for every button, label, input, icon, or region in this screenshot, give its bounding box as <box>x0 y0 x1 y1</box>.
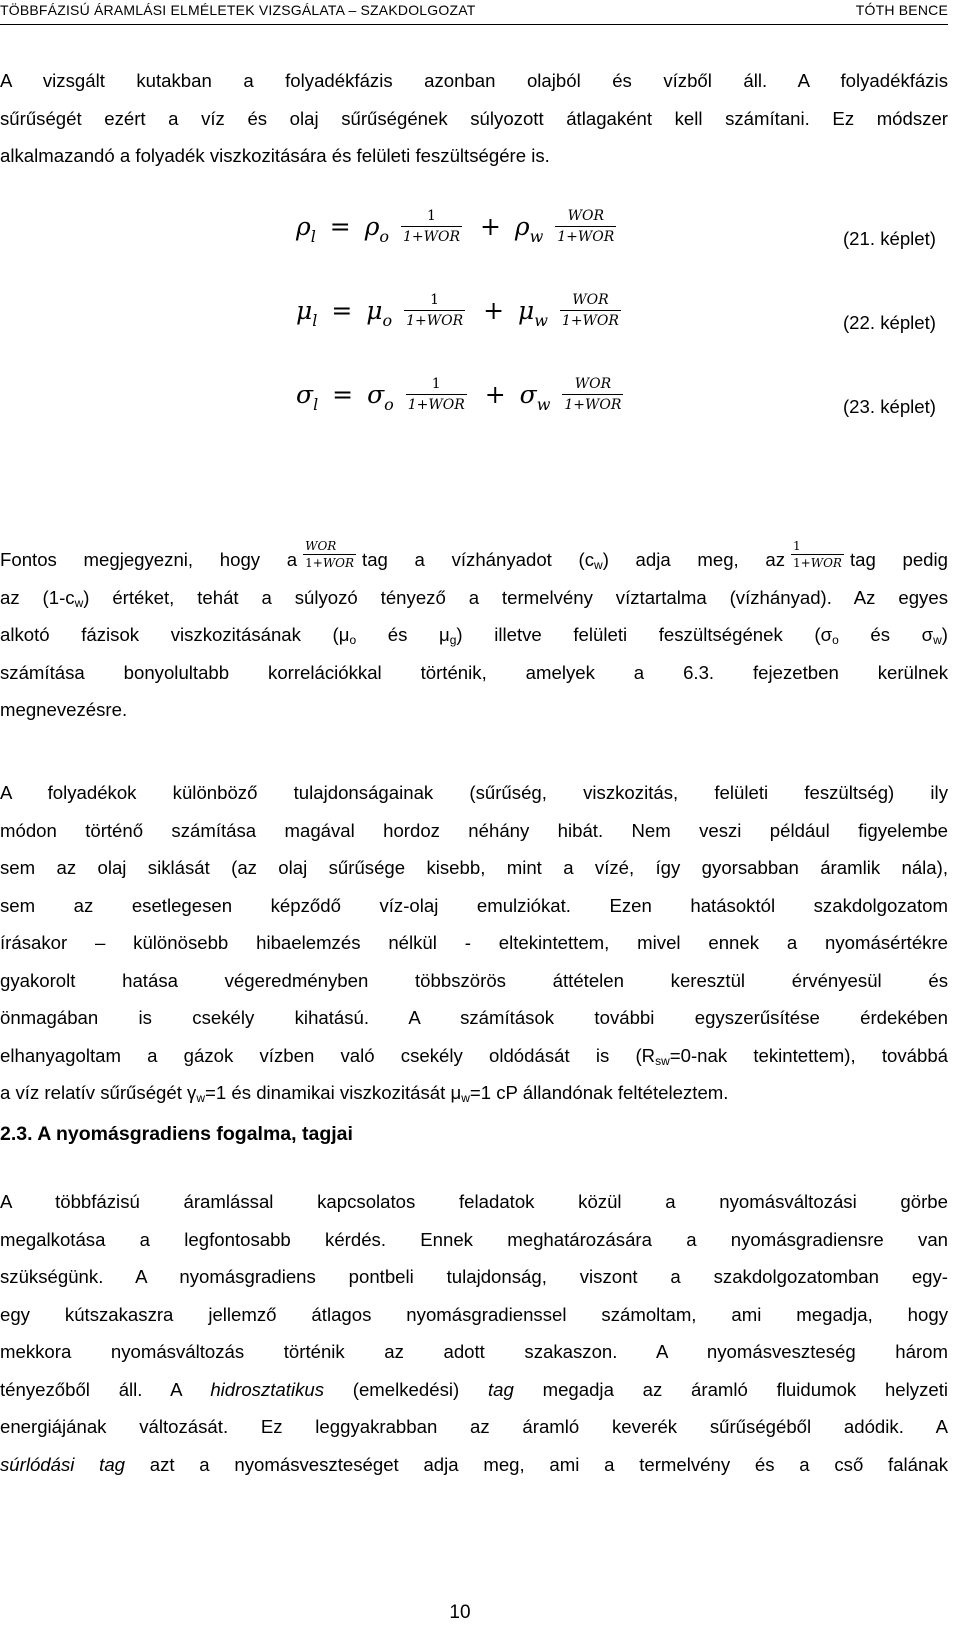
inline-fraction-one: $\frac{1}{\text{1+WOR}}$ <box>793 538 842 570</box>
page-number: 10 <box>449 1602 471 1623</box>
fraction: $\frac{\text{WOR}}{\text{1+WOR}}$ <box>561 292 619 329</box>
header-title: TÖBBFÁZISÚ ÁRAMLÁSI ELMÉLETEK VIZSGÁLATA – SZAKDOLGOZAT <box>0 2 476 18</box>
fraction: $\frac{1}{\text{1+WOR}}$ <box>407 376 465 413</box>
equation-label: (21. képlet) <box>842 228 936 249</box>
section-heading: 2.3. A nyomásgradiens fogalma, tagjai <box>0 1123 353 1145</box>
header-author: TÓTH BENCE <box>855 2 948 18</box>
paragraph-4 <box>0 1183 948 1483</box>
text-line: tényezőből áll. A hidrosztatikus (emelkedési) tag megadja az áramló fluidumok helyzeti <box>0 1378 949 1400</box>
running-header <box>0 0 948 25</box>
text-line: A vizsgált kutakban a folyadékfázis azonban olajból és vízből áll. A folyadékfázis <box>0 70 948 91</box>
text-line: mekkora nyomásváltozás történik az adott szakaszon. A nyomásveszteség három <box>0 1341 948 1362</box>
equation-body: $\rho_l = \rho_o$ $\frac{1}{\text{1+WOR}}$ + $\rho_w$ $\frac{\text{WOR}}{\text{1+WOR}}$ <box>296 208 615 246</box>
equation-body: $\mu_l = \mu_o$ $\frac{1}{\text{1+WOR}}$ + $\mu_w$ $\frac{\text{WOR}}{\text{1+WOR}}$ <box>296 292 619 330</box>
text-line: Fontos megjegyezni, hogy a $\frac{\text{WOR}}{\text{1+WOR}}$ tag a vízhányadot $(c_w)$ adja meg, az $\frac{1}{\text{1+WOR}}$ tag pedig <box>0 538 948 572</box>
equation-23 <box>0 376 948 446</box>
fraction: $\frac{\text{WOR}}{\text{1+WOR}}$ <box>557 208 615 245</box>
fraction: $\frac{1}{\text{1+WOR}}$ <box>402 208 461 245</box>
text-line: megnevezésre. <box>0 699 128 720</box>
text-line: alkalmazandó a folyadék viszkozitására és felületi feszültségére is. <box>0 145 550 166</box>
text-line: az $(1-c_w)$ értéket, tehát a súlyozó tényező a termelvény víztartalma (vízhányad). Az egyes <box>0 586 948 610</box>
text-line: módon történő számítása magával hordoz néhány hibát. Nem veszi például figyelembe <box>0 819 948 841</box>
paragraph-2 <box>0 538 948 729</box>
equation-21 <box>0 208 948 278</box>
text-line: sem az olaj siklását (az olaj sűrűsége kisebb, mint a vízé, így gyorsabban áramlik nála), <box>0 857 948 878</box>
paragraph-3 <box>0 774 948 1112</box>
text-line: a víz relatív sűrűségét $\gamma_w=1$ és dinamikai viszkozitását $\mu_w=1$ cP állandónak feltételeztem. <box>0 1082 729 1105</box>
equation-label: (22. képlet) <box>842 312 936 333</box>
text-line: súrlódási tag azt a nyomásveszteséget adja meg, ami a termelvény és a cső falának <box>0 1453 948 1475</box>
text-line: sűrűségét ezért a víz és olaj sűrűségének súlyozott átlagaként kell számítani. Ez módszer <box>0 107 948 129</box>
inline-fraction-wor: $\frac{\text{WOR}}{\text{1+WOR}}$ <box>305 538 355 570</box>
text-line: A folyadékok különböző tulajdonságainak (sűrűség, viszkozitás, felületi feszültség) ily <box>0 782 948 803</box>
text-line: A többfázisú áramlással kapcsolatos feladatok közül a nyomásváltozási görbe <box>0 1191 948 1212</box>
paragraph-1 <box>0 62 948 175</box>
fraction: $\frac{1}{\text{1+WOR}}$ <box>406 292 464 329</box>
text-line: alkotó fázisok viszkozitásának ($\mu_o$ és $\mu_g$) illetve felületi feszültségének ($\sigma_o$ és $\sigma_w$) <box>0 624 948 647</box>
text-line: írásakor – különösebb hibaelemzés nélkül - eltekintettem, mivel ennek a nyomásértékre <box>0 932 948 953</box>
equation-22 <box>0 292 948 362</box>
text-line: sem az esetlegesen képződő víz-olaj emulziókat. Ezen hatásoktól szakdolgozatom <box>0 894 948 916</box>
text-line: megalkotása a legfontosabb kérdés. Ennek meghatározására a nyomásgradiensre van <box>0 1228 948 1250</box>
fraction: $\frac{\text{WOR}}{\text{1+WOR}}$ <box>564 376 622 413</box>
text-line: energiájának változását. Ez leggyakrabban az áramló keverék sűrűségéből adódik. A <box>0 1416 948 1437</box>
text-line: önmagában is csekély kihatású. A számítások további egyszerűsítése érdekében <box>0 1007 948 1028</box>
text-line: gyakorolt hatása végeredményben többszörös áttételen keresztül érvényesül és <box>0 969 948 991</box>
text-line: számítása bonyolultabb korrelációkkal történik, amelyek a 6.3. fejezetben kerülnek <box>0 661 948 683</box>
text-line: elhanyagoltam a gázok vízben való csekély oldódását is ($R_{sw}=0$-nak tekintettem), továbbá <box>0 1044 949 1068</box>
equation-label: (23. képlet) <box>842 396 936 417</box>
text-line: szükségünk. A nyomásgradiens pontbeli tulajdonság, viszont a szakdolgozatomban egy- <box>0 1266 948 1287</box>
equation-body: $\sigma_l = \sigma_o$ $\frac{1}{\text{1+WOR}}$ + $\sigma_w$ $\frac{\text{WOR}}{\text{1+WOR}}$ <box>296 376 622 414</box>
text-line: egy kútszakaszra jellemző átlagos nyomásgradienssel számoltam, ami megadja, hogy <box>0 1303 948 1325</box>
